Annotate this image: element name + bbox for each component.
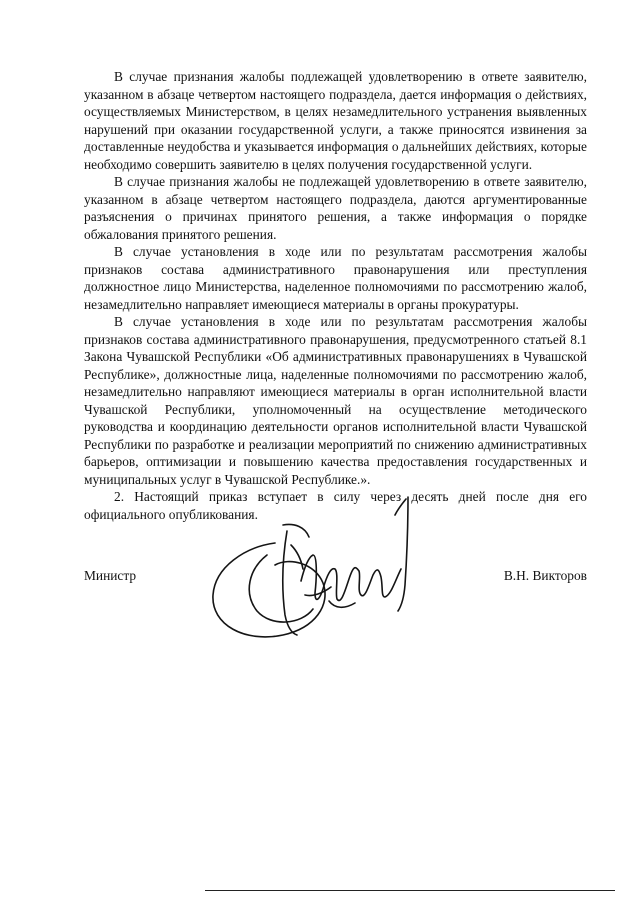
paragraph-complaint-satisfied: В случае признания жалобы подлежащей удовлетворению в ответе заявителю, указанном в абзаце четвертом настоящего подраздела, дается информация о действиях, осуществляемых Министерством, в целях незамедлительного устранения выявленных нарушений при оказании государственной услуги, а также приносятся извинения за доставленные неудобства и указывается информация о дальнейших действиях, которые необходимо совершить заявителю в целях получения государственной услуги.	[84, 69, 587, 172]
signer-name: В.Н. Викторов	[503, 568, 587, 583]
paragraph-effective-date: 2. Настоящий приказ вступает в силу через десять дней после дня его официального опубликования.	[84, 489, 587, 522]
document-body	[84, 68, 587, 523]
handwritten-signature	[205, 485, 425, 655]
signer-title: Министр	[84, 568, 137, 583]
footer-divider	[205, 890, 615, 891]
paragraph-crime-signs: В случае установления в ходе или по результатам рассмотрения жалобы признаков состава административного правонарушения или преступления должностное лицо Министерства, наделенное полномочиями по рассмотрению жалоб, незамедлительно направляет имеющиеся материалы в органы прокуратуры.	[84, 244, 587, 312]
paragraph-complaint-rejected: В случае признания жалобы не подлежащей удовлетворению в ответе заявителю, указанном в абзаце четвертом настоящего подраздела, даются аргументированные разъяснения о причинах принятого решения, а также информация о порядке обжалования принятого решения.	[84, 174, 587, 242]
paragraph-administrative-offense: В случае установления в ходе или по результатам рассмотрения жалобы признаков состава административного правонарушения, предусмотренного статьей 8.1 Закона Чувашской Республики «Об административных правонарушениях в Чувашской Республике», должностные лица, наделенные полномочиями по рассмотрению жалоб, незамедлительно направляют имеющиеся материалы в орган исполнительной власти Чувашской Республики, уполномоченный на осуществление методического руководства и координацию деятельности органов исполнительной власти Чувашской Республики по разработке и реализации мероприятий по снижению административных барьеров, оптимизации и повышению качества предоставления государственных и муниципальных услуг в Чувашской Республике.».	[84, 314, 587, 487]
